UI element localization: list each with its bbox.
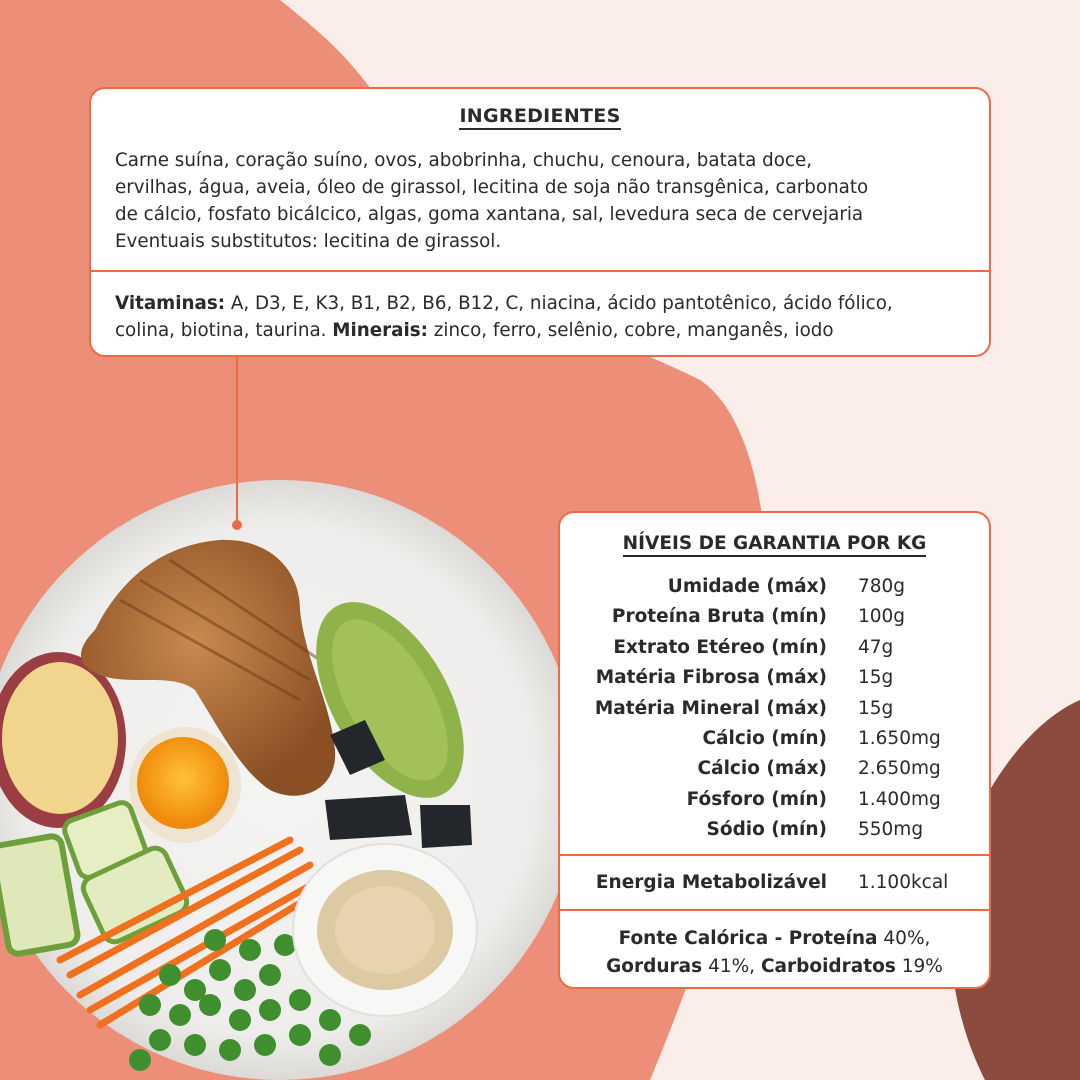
guarantee-row <box>560 573 989 603</box>
divider <box>560 909 989 911</box>
guarantee-value: 780g <box>858 576 906 597</box>
guarantee-row <box>560 755 989 785</box>
ingredients-line: Eventuais substitutos: lecitina de girassol. <box>115 231 502 252</box>
vitamins-text: A, D3, E, K3, B1, B2, B6, B12, C, niacina, ácido pantotênico, ácido fólico, <box>225 293 893 314</box>
divider <box>560 854 989 856</box>
guarantee-label: Proteína Bruta (mín) <box>611 606 827 628</box>
guarantee-title: NÍVEIS DE GARANTIA POR KG <box>560 533 989 554</box>
caloric-source <box>560 925 989 981</box>
guarantee-label: Sódio (mín) <box>706 819 827 841</box>
fonte-label: Fonte Calórica - Proteína <box>618 928 878 949</box>
energy-value: 1.100kcal <box>858 872 949 893</box>
vitamins-label: Vitaminas: <box>115 293 226 314</box>
guarantee-row <box>560 725 989 755</box>
energy-row <box>560 869 989 899</box>
guarantee-value: 1.400mg <box>858 788 941 810</box>
fonte-label: Carboidratos <box>760 956 896 977</box>
guarantee-label: Extrato Etéreo (mín) <box>613 636 827 658</box>
guarantee-row <box>560 786 989 816</box>
ingredients-line: Carne suína, coração suíno, ovos, abobrinha, chuchu, cenoura, batata doce, <box>115 150 813 171</box>
minerals-text: zinco, ferro, selênio, cobre, manganês, iodo <box>427 320 834 341</box>
guarantee-value: 100g <box>858 606 906 628</box>
guarantee-table <box>560 573 989 847</box>
vitamins-text-2: colina, biotina, taurina. <box>115 320 333 341</box>
ingredients-line: ervilhas, água, aveia, óleo de girassol, lecitina de soja não transgênica, carbonato <box>115 177 869 198</box>
guarantee-value: 15g <box>858 667 894 689</box>
fonte-label: Gorduras <box>606 956 703 977</box>
guarantee-row <box>560 664 989 694</box>
guarantee-value: 2.650mg <box>858 758 941 780</box>
guarantee-label: Matéria Mineral (máx) <box>594 697 827 719</box>
oats-bowl <box>293 844 477 1016</box>
connector-dot <box>232 520 242 530</box>
guarantee-value: 1.650mg <box>858 727 941 749</box>
ingredients-card <box>89 87 991 357</box>
minerals-label: Minerais: <box>332 320 428 341</box>
guarantee-row <box>560 816 989 846</box>
energy-label: Energia Metabolizável <box>595 872 827 893</box>
ingredients-line: de cálcio, fosfato bicálcico, algas, goma xantana, sal, levedura seca de cervejaria <box>115 204 864 225</box>
divider <box>91 270 989 272</box>
ingredients-title: INGREDIENTES <box>91 105 989 127</box>
guarantee-label: Cálcio (máx) <box>697 758 827 780</box>
fonte-value: 19% <box>895 956 943 977</box>
guarantee-row <box>560 603 989 633</box>
vitamins-minerals <box>115 290 969 344</box>
guarantee-label: Umidade (máx) <box>667 576 827 597</box>
guarantee-card <box>558 511 991 989</box>
egg <box>129 727 241 843</box>
connector-line <box>236 357 238 524</box>
guarantee-value: 47g <box>858 636 894 658</box>
guarantee-row <box>560 695 989 725</box>
ingredients-list <box>115 147 965 255</box>
guarantee-value: 15g <box>858 697 894 719</box>
guarantee-label: Fósforo (mín) <box>686 788 827 810</box>
guarantee-label: Cálcio (mín) <box>702 727 827 749</box>
fonte-value: 40%, <box>877 928 931 949</box>
fonte-value: 41%, <box>702 956 761 977</box>
guarantee-label: Matéria Fibrosa (máx) <box>595 667 827 689</box>
guarantee-row <box>560 634 989 664</box>
guarantee-value: 550mg <box>858 819 924 841</box>
